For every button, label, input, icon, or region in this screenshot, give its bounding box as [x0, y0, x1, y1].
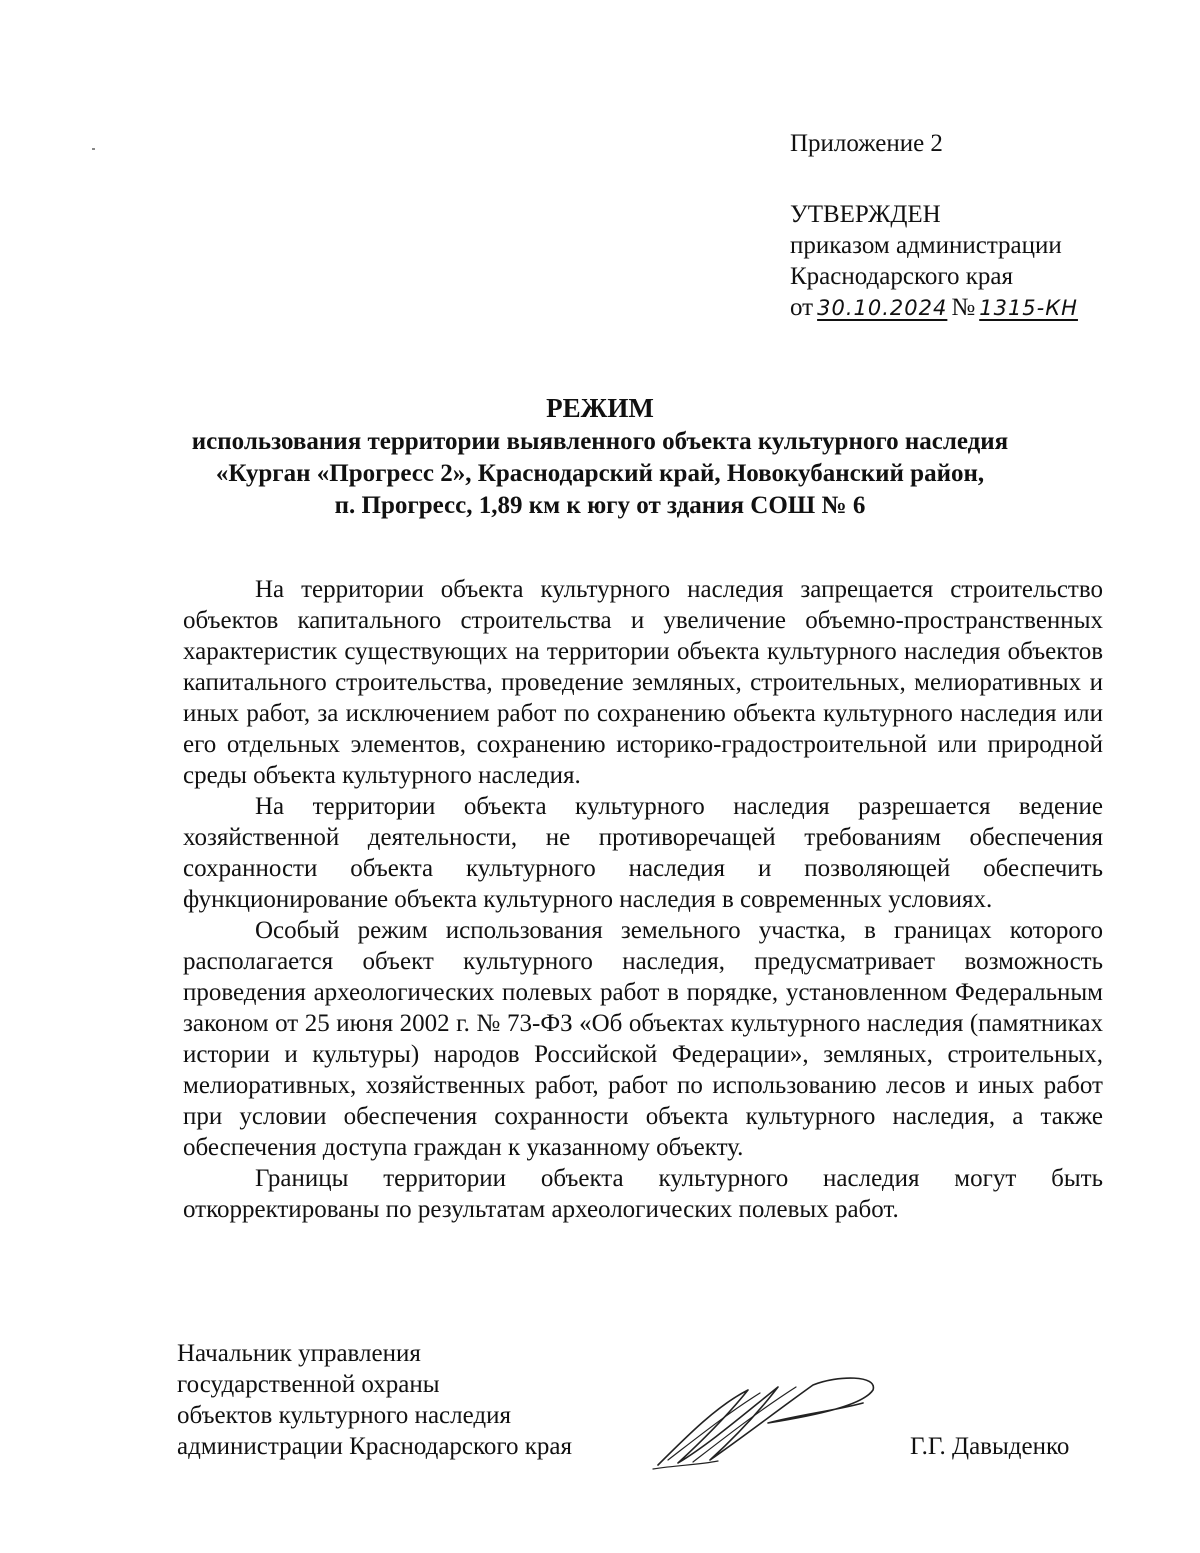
title-line-4: п. Прогресс, 1,89 км к югу от здания СОШ № 6 — [334, 492, 866, 519]
order-date-number — [790, 292, 1082, 324]
order-number: 1315-КН — [979, 296, 1078, 320]
appendix-label: Приложение 2 — [790, 130, 943, 157]
signatory-name: Г.Г. Давыденко — [910, 1433, 1070, 1460]
title-line-3: «Курган «Прогресс 2», Краснодарский край, Новокубанский район, — [215, 460, 985, 487]
paragraph-boundaries: Границы территории объекта культурного наследия могут быть откорректированы по результатам археологических полевых работ. — [183, 1165, 1103, 1223]
document-title — [150, 392, 1050, 522]
number-prefix: № — [951, 294, 976, 321]
order-date: 30.10.2024 — [817, 296, 948, 320]
signatory-line-3: объектов культурного наследия — [177, 1402, 511, 1429]
signatory-line-2: государственной охраны — [177, 1371, 440, 1398]
title-line-2: использования территории выявленного объекта культурного наследия — [191, 428, 1009, 455]
paragraph-special-regime: Особый режим использования земельного участка, в границах которого располагается объект культурного наследия, предусматривает возможность проведения археологических полевых работ в порядке, установленном Федеральным законом от 25 июня 2002 г. № 73-ФЗ «Об объектах культурного наследия (памятниках истории и культуры) народов Российской Федерации», земляных, строительных, мелиоративных, хозяйственных работ, работ по использованию лесов и иных работ при условии обеспечения сохранности объекта культурного наследия, а также обеспечения доступа граждан к указанному объекту. — [183, 917, 1103, 1161]
approval-stamp-block — [790, 128, 1082, 324]
paragraph-permissions: На территории объекта культурного наследия разрешается ведение хозяйственной деятельности, не противоречащей требованиям обеспечения сохранности объекта культурного наследия и позволяющей обеспечить функционирование объекта культурного наследия в современных условиях. — [183, 793, 1103, 913]
signatory-line-1: Начальник управления — [177, 1340, 421, 1367]
scan-speck — [92, 148, 95, 150]
approved-label: УТВЕРЖДЕН — [790, 201, 941, 228]
order-line-1: приказом администрации — [790, 232, 1062, 259]
signatory-line-4: администрации Краснодарского края — [177, 1433, 573, 1460]
handwritten-signature — [648, 1365, 888, 1475]
signatory-position — [177, 1338, 572, 1462]
title-heading: РЕЖИМ — [546, 393, 654, 423]
order-line-2: Краснодарского края — [790, 263, 1013, 290]
paragraph-prohibitions: На территории объекта культурного наследия запрещается строительство объектов капитального строительства и увеличение объемно-пространственных характеристик существующих на территории объекта культурного наследия объектов капитального строительства, проведение земляных, строительных, мелиоративных и иных работ, за исключением работ по сохранению объекта культурного наследия или его отдельных элементов, сохранению историко-градостроительной или природной среды объекта культурного наследия. — [183, 576, 1103, 789]
date-prefix: от — [790, 294, 814, 321]
document-body — [183, 574, 1103, 1225]
